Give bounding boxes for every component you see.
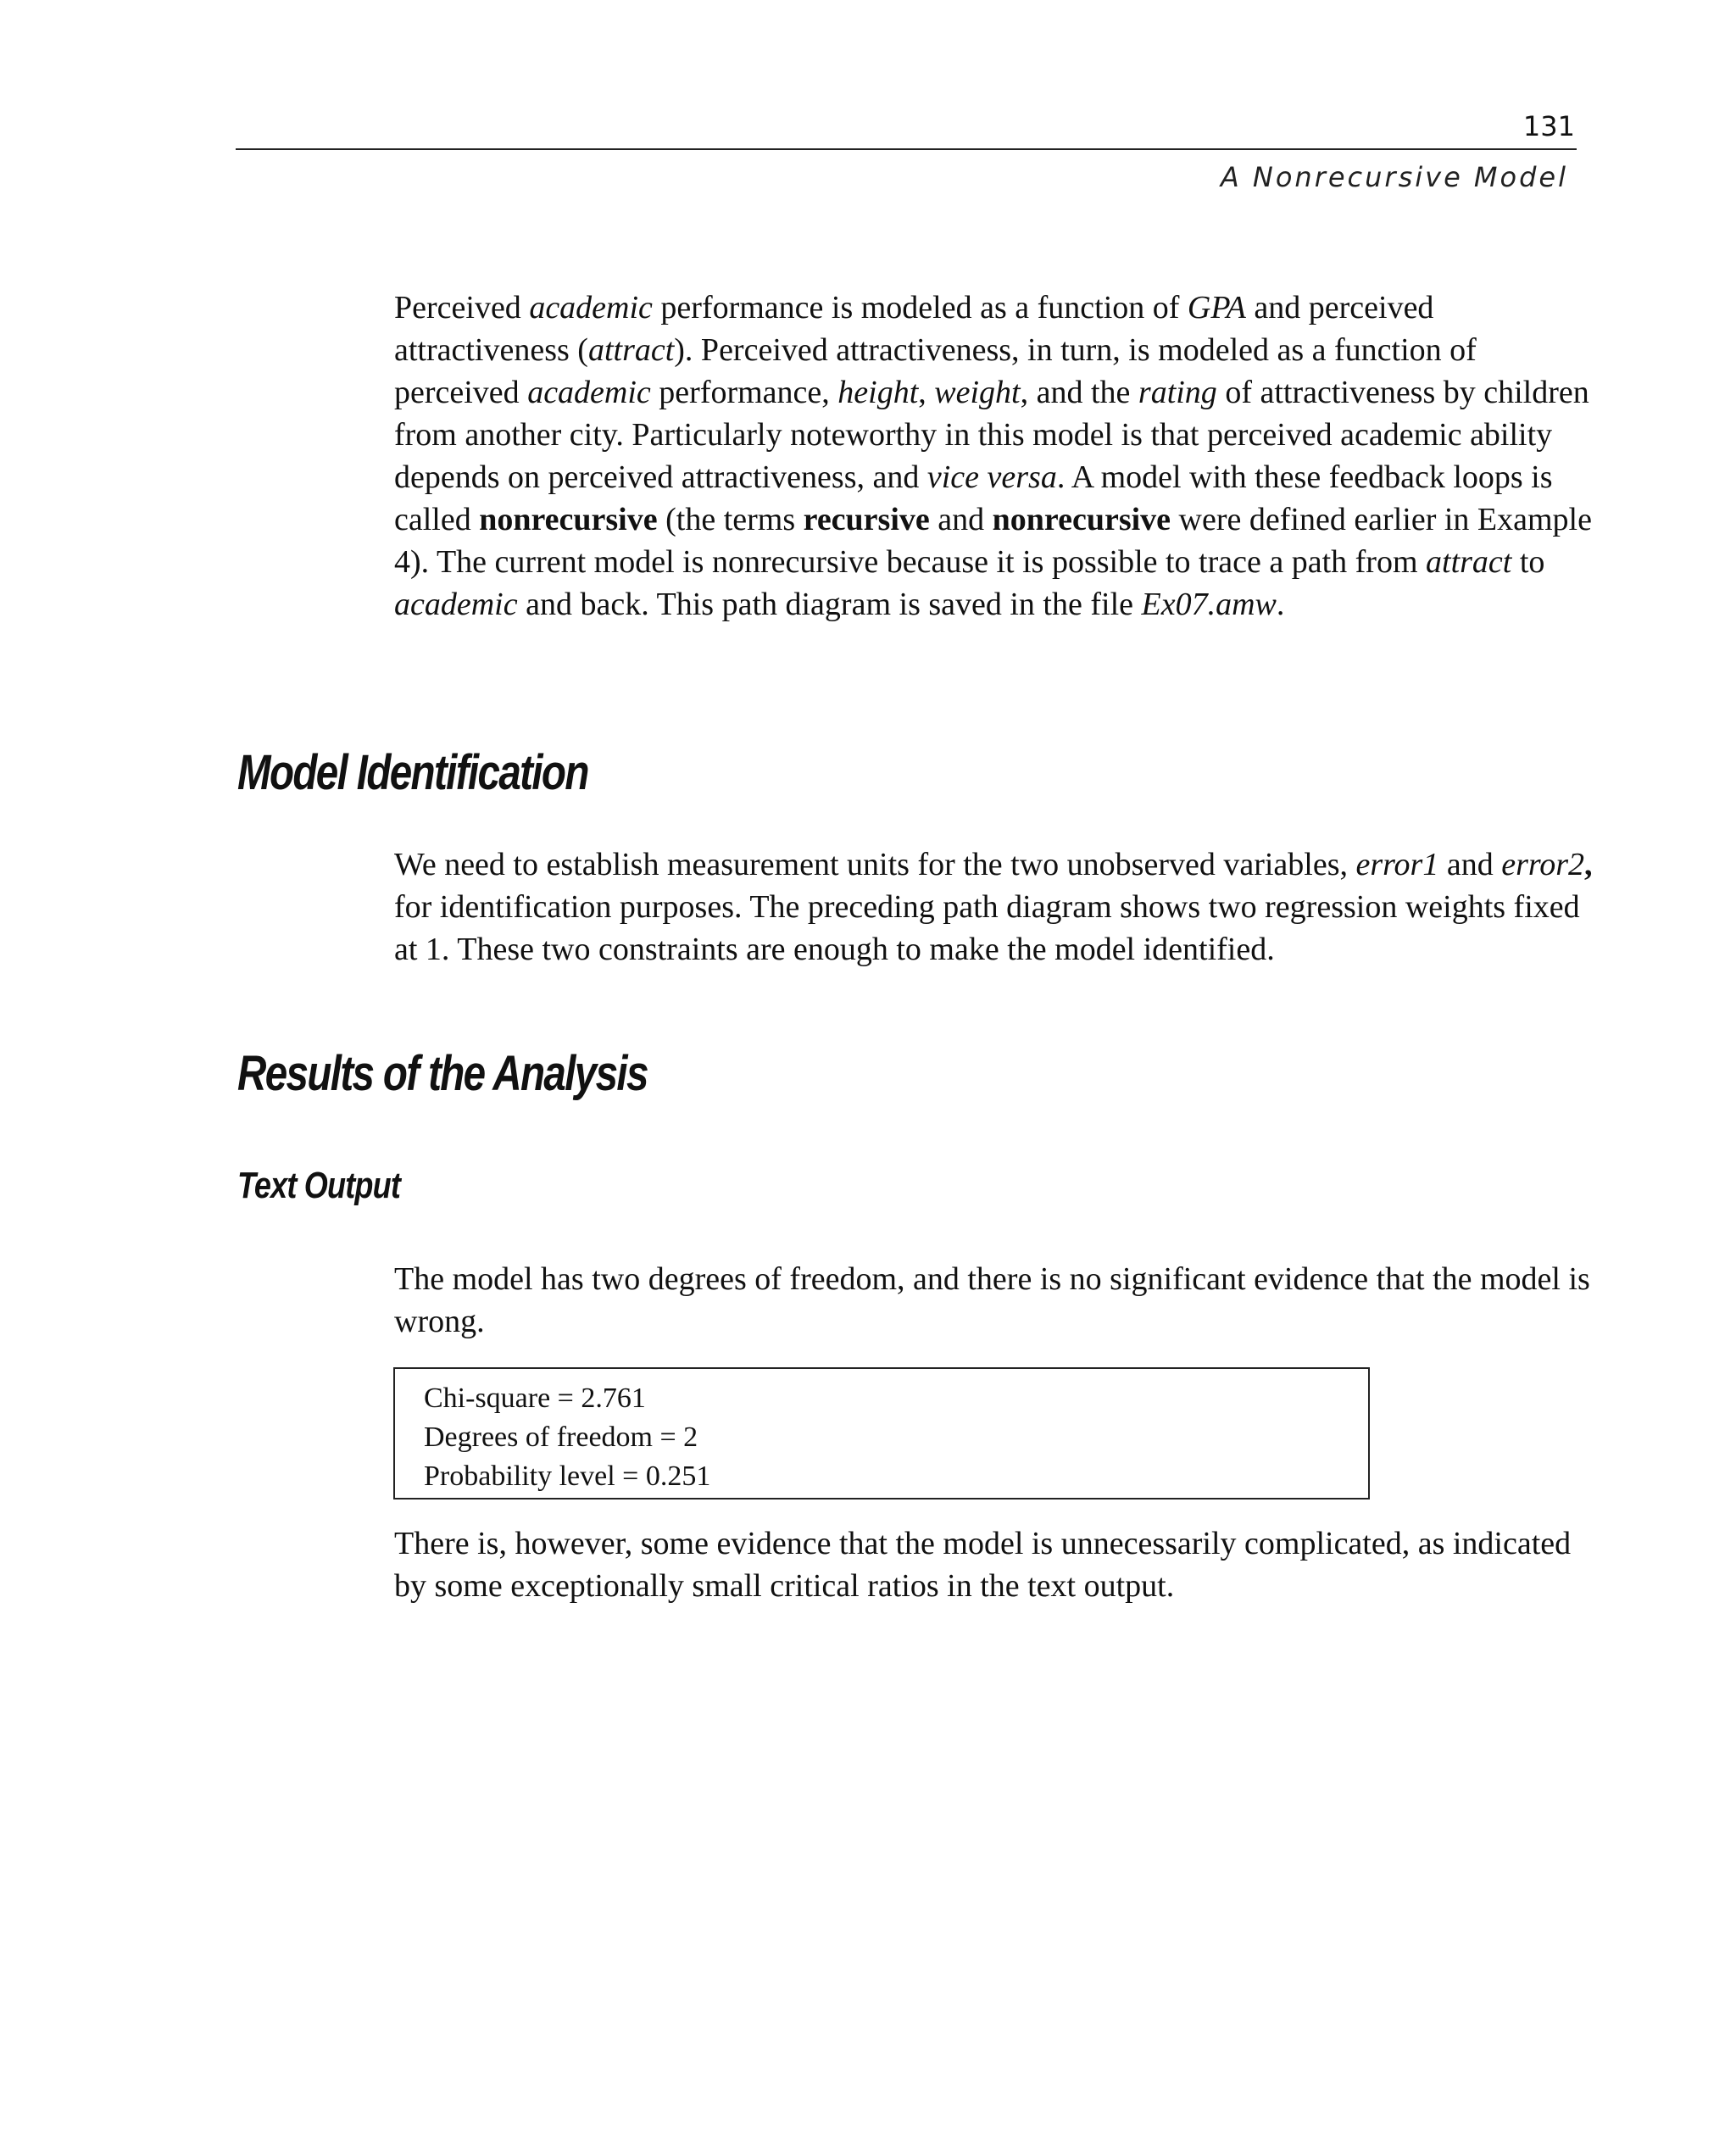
heading-model-identification: Model Identification bbox=[237, 745, 588, 800]
output-line-probability-level: Probability level = 0.251 bbox=[424, 1461, 711, 1492]
heading-text-output: Text Output bbox=[237, 1165, 401, 1206]
running-head: A Nonrecursive Model bbox=[1220, 161, 1568, 193]
results-paragraph-2: There is, however, some evidence that the model is unnecessarily complicated, as indicated by some exceptionally small critical ratios in the text output. bbox=[394, 1526, 1572, 1604]
intro-paragraph: Perceived academic performance is modeled as a function of GPA and perceived attractiveness (attract). Perceived attractiveness, in turn, is modeled as a function of perceived academic performance, height, weight, and the rating of attractiveness by children from another city. Particularly noteworthy in this model is that perceived academic ability depends on perceived attractiveness, and vice versa. A model with these feedback loops is called nonrecursive (the terms recursive and nonrecursive were defined earlier in Example 4). The current model is nonrecursive because it is possible to trace a path from attract to academic and back. This path diagram is saved in the file Ex07.amw. bbox=[394, 290, 1592, 622]
heading-results-of-the-analysis: Results of the Analysis bbox=[237, 1046, 648, 1101]
text-output-box bbox=[393, 1367, 1370, 1499]
page-number: 131 bbox=[1522, 110, 1575, 142]
header-rule bbox=[236, 148, 1577, 150]
output-line-degrees-of-freedom: Degrees of freedom = 2 bbox=[424, 1422, 698, 1453]
output-line-chi-square: Chi-square = 2.761 bbox=[424, 1383, 646, 1414]
model-identification-paragraph: We need to establish measurement units for the two unobserved variables, error1 and error2, for identification purposes. The preceding path diagram shows two regression weights fixed at 1. These two constraints are enough to make the model identified. bbox=[394, 847, 1593, 967]
results-paragraph-1: The model has two degrees of freedom, and there is no significant evidence that the model is wrong. bbox=[394, 1261, 1590, 1339]
